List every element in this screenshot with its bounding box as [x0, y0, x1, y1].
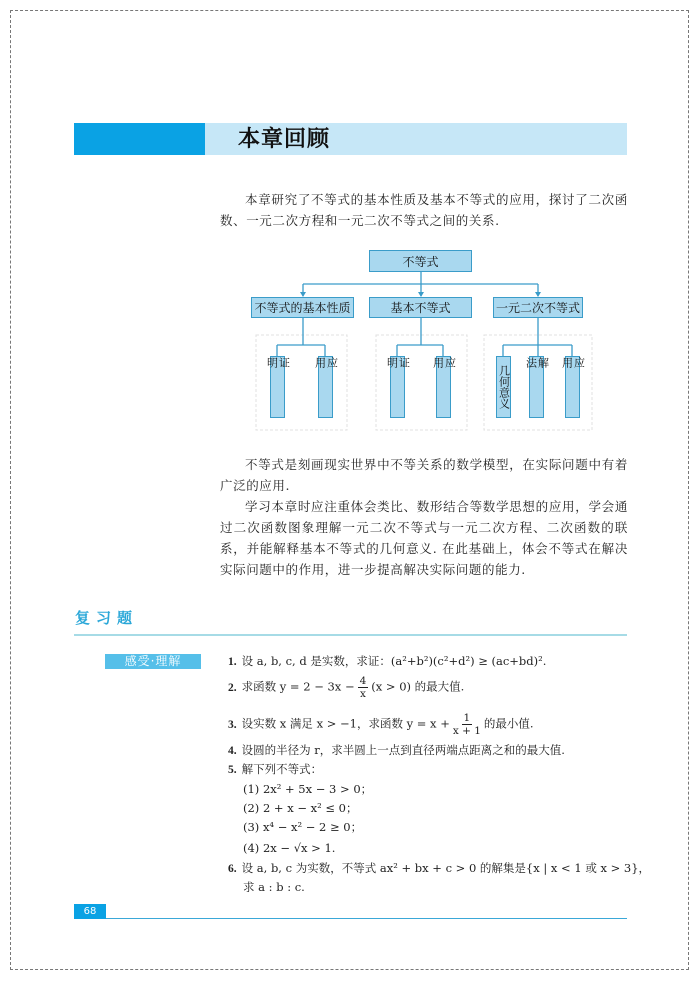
numerator: 4 [359, 675, 367, 687]
question-3 [228, 712, 534, 737]
numerator: 1 [463, 712, 471, 724]
denominator: x [359, 688, 366, 700]
question-number: 1. [228, 656, 237, 668]
leaf-text: 应用 [431, 357, 457, 392]
diagram-leaf [385, 356, 411, 418]
footer-rule [106, 918, 627, 919]
question-number: 2. [228, 681, 237, 694]
concept-diagram [220, 240, 610, 435]
diagram-leaf [524, 356, 550, 418]
diagram-leaf [560, 356, 586, 418]
diagram-leaf [313, 356, 339, 418]
diagram-branch: 基本不等式 [369, 297, 472, 318]
question-4 [228, 742, 565, 759]
sub-question: (3) x⁴ − x² − 2 ≥ 0； [243, 820, 363, 834]
fraction [453, 712, 481, 737]
page-number: 68 [74, 904, 106, 919]
question-1 [228, 653, 546, 670]
question-text: 解下列不等式： [241, 762, 323, 776]
sub-question: (4) 2x − √x > 1. [243, 841, 336, 855]
sub-question: (1) 2x² + 5x − 3 > 0； [243, 782, 373, 796]
intro-text: 本章研究了不等式的基本性质及基本不等式的应用，探讨了二次函数、一元二次方程和一元二次不等式之间的关系. [220, 192, 628, 228]
question-number: 6. [228, 863, 237, 875]
diagram-branch: 一元二次不等式 [493, 297, 583, 318]
question-number: 3. [228, 718, 237, 731]
leaf-text: 证明 [385, 357, 411, 392]
chapter-review-title: 本章回顾 [238, 126, 331, 152]
paragraph: 不等式是刻画现实世界中不等关系的数学模型，在实际问题中有着广泛的应用. [220, 457, 628, 493]
diagram-branch: 不等式的基本性质 [251, 297, 354, 318]
diagram-leaf [431, 356, 457, 418]
diagram-leaf [265, 356, 291, 418]
fraction [358, 675, 369, 700]
sub-question: (2) 2 + x − x² ≤ 0； [243, 801, 358, 815]
paragraph: 学习本章时应注重体会类比、数形结合等数学思想的应用，学会通过二次函数图象理解一元二次不等式与一元二次方程、二次函数的联系，并能解释基本不等式的几何意义. 在此基础上，体会不等式在解决实际问题中的作用，进一步提高解决实际问题的能力. [220, 499, 628, 577]
review-section-title: 复习题 [75, 609, 139, 627]
diagram-root: 不等式 [369, 250, 472, 272]
question-2 [228, 675, 464, 700]
question-text: 设 a, b, c, d 是实数，求证：(a²+b²)(c²+d²) ≥ (ac+bd)². [241, 654, 547, 668]
question-5 [228, 761, 322, 778]
question-6-continued: 求 a : b : c. [243, 880, 305, 894]
review-divider [74, 634, 627, 636]
leaf-text: 应用 [313, 357, 339, 392]
leaf-text: 证明 [265, 357, 291, 392]
leaf-text: 解法 [524, 357, 550, 392]
question-text: 设 a, b, c 为实数，不等式 ax² + bx + c > 0 的解集是{x | x < 1 或 x > 3}， [241, 861, 651, 875]
question-text: 设实数 x 满足 x > −1，求函数 y = x + [241, 716, 450, 731]
question-text: 求函数 y = 2 − 3x − [241, 679, 355, 694]
question-text: (x > 0) 的最大值. [371, 679, 465, 694]
question-number: 5. [228, 764, 237, 776]
question-text: 设圆的半径为 r，求半圆上一点到直径两端点距离之和的最大值. [241, 743, 565, 757]
category-tag: 感受·理解 [105, 654, 201, 669]
intro-paragraph [220, 189, 628, 231]
leaf-text: 应用 [560, 357, 586, 392]
question-6 [228, 860, 650, 877]
question-number: 4. [228, 745, 237, 757]
question-text: 的最小值. [483, 716, 534, 731]
body-paragraphs [220, 454, 628, 580]
header-accent-bar [74, 123, 205, 155]
diagram-leaf [496, 356, 511, 418]
leaf-text: 几何意义 [497, 365, 511, 409]
denominator: x + 1 [452, 725, 481, 737]
